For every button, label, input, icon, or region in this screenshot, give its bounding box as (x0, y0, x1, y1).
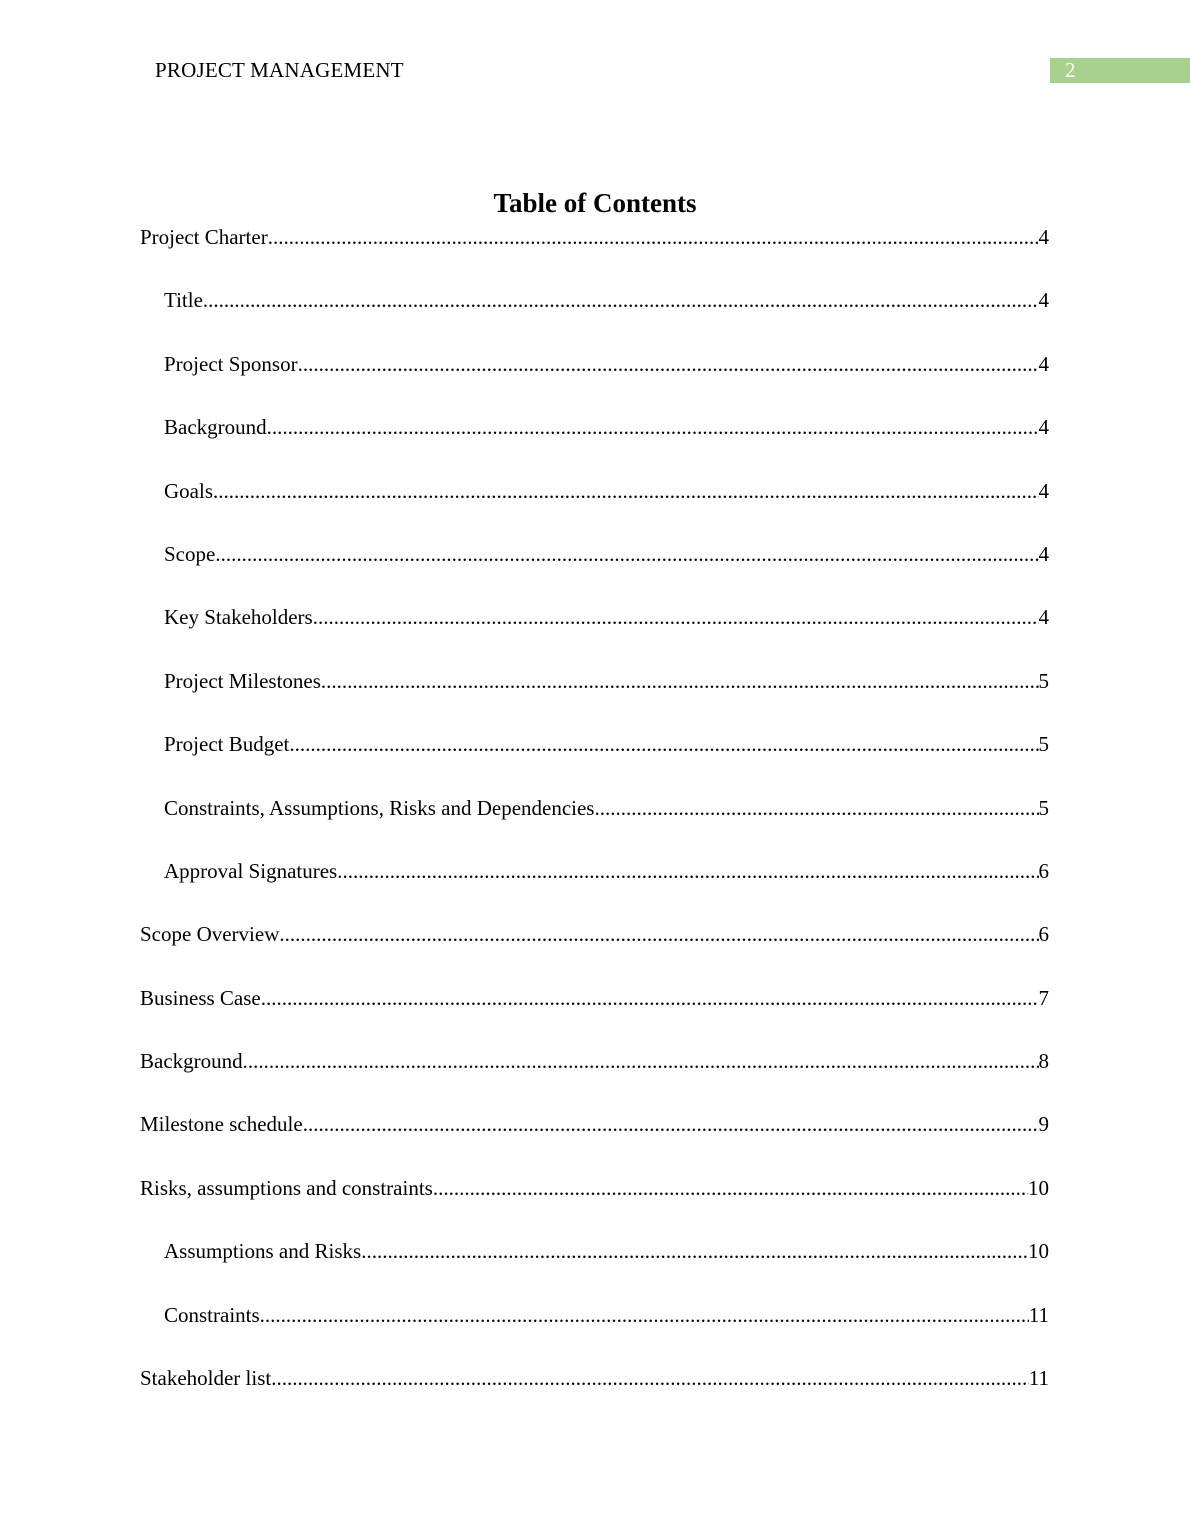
page-number: 2 (1065, 58, 1076, 82)
toc-entry-label: Assumptions and Risks (164, 1239, 362, 1264)
toc-entry-page: 8 (1038, 1049, 1049, 1074)
toc-entry-label: Background (140, 1049, 243, 1074)
toc-entry-title[interactable] (140, 283, 1049, 346)
toc-entry-label: Milestone schedule (140, 1112, 303, 1137)
toc-entry-project-milestones[interactable] (140, 664, 1049, 727)
toc-entry-label: Project Sponsor (164, 351, 298, 376)
toc-entry-page: 11 (1028, 1366, 1049, 1391)
toc-dot-leader (313, 600, 1039, 634)
toc-entry-project-charter[interactable] (140, 220, 1049, 283)
toc-entry-constraints[interactable] (140, 1298, 1049, 1361)
toc-dot-leader (289, 727, 1038, 761)
toc-entry-page: 5 (1038, 795, 1049, 820)
toc-dot-leader (260, 1298, 1029, 1332)
toc-entry-label: Business Case (140, 985, 261, 1010)
toc-entry-milestone-schedule[interactable] (140, 1107, 1049, 1170)
toc-entry-page: 5 (1038, 668, 1049, 693)
toc-entry-page: 10 (1028, 1175, 1049, 1200)
toc-entry-approval-signatures[interactable] (140, 854, 1049, 917)
toc-dot-leader (279, 917, 1038, 951)
toc-entry-page: 4 (1038, 605, 1049, 630)
toc-entry-risks-assumptions-constraints[interactable] (140, 1171, 1049, 1234)
toc-dot-leader (261, 981, 1039, 1015)
toc-entry-business-case[interactable] (140, 981, 1049, 1044)
toc-entry-page: 7 (1038, 985, 1049, 1010)
toc-entry-label: Goals (164, 478, 213, 503)
toc-entry-page: 6 (1038, 922, 1049, 947)
toc-dot-leader (243, 1044, 1039, 1078)
toc-dot-leader (337, 854, 1038, 888)
toc-entry-stakeholder-list[interactable] (140, 1361, 1049, 1424)
toc-entry-key-stakeholders[interactable] (140, 600, 1049, 663)
toc-entry-label: Constraints (164, 1302, 260, 1327)
toc-entry-page: 4 (1038, 351, 1049, 376)
running-head: PROJECT MANAGEMENT (155, 58, 404, 82)
toc-dot-leader (321, 664, 1039, 698)
toc-entry-page: 10 (1028, 1239, 1049, 1264)
toc-entry-page: 4 (1038, 225, 1049, 249)
toc-entry-page: 11 (1028, 1302, 1049, 1327)
toc-entry-scope-overview[interactable] (140, 917, 1049, 980)
toc-dot-leader (215, 537, 1038, 571)
toc-entry-page: 4 (1038, 415, 1049, 440)
toc-entry-label: Project Budget (164, 732, 290, 757)
toc-entry-page: 9 (1038, 1112, 1049, 1137)
toc-entry-page: 6 (1038, 858, 1049, 883)
toc-dot-leader (303, 1107, 1039, 1141)
toc-entry-label: Scope Overview (140, 922, 280, 947)
toc-entry-label: Scope (164, 541, 216, 566)
toc-entry-constraints-assumptions[interactable] (140, 791, 1049, 854)
toc-entry-page: 4 (1038, 478, 1049, 503)
toc-dot-leader (594, 791, 1038, 825)
toc-entry-label: Project Charter (140, 225, 268, 249)
toc-dot-leader (203, 283, 1039, 317)
toc-dot-leader (433, 1171, 1028, 1205)
table-of-contents (140, 220, 1049, 1424)
toc-dot-leader (271, 1361, 1029, 1395)
toc-entry-label: Approval Signatures (164, 858, 338, 883)
toc-entry-label: Stakeholder list (140, 1366, 272, 1391)
toc-entry-page: 4 (1038, 541, 1049, 566)
toc-dot-leader (361, 1234, 1028, 1268)
toc-title: Table of Contents (493, 188, 697, 218)
toc-entry-label: Background (164, 415, 267, 440)
toc-entry-project-sponsor[interactable] (140, 347, 1049, 410)
toc-dot-leader (267, 410, 1039, 444)
toc-entry-page: 4 (1038, 288, 1049, 313)
toc-entry-label: Title (164, 288, 203, 313)
toc-entry-scope[interactable] (140, 537, 1049, 600)
toc-entry-page: 5 (1038, 732, 1049, 757)
toc-dot-leader (213, 474, 1039, 508)
toc-entry-label: Key Stakeholders (164, 605, 313, 630)
toc-entry-label: Risks, assumptions and constraints (140, 1175, 433, 1200)
page-number-badge (1050, 58, 1190, 83)
toc-dot-leader (298, 347, 1039, 381)
toc-entry-background[interactable] (140, 1044, 1049, 1107)
toc-entry-label: Project Milestones (164, 668, 321, 693)
toc-entry-project-budget[interactable] (140, 727, 1049, 790)
toc-dot-leader (268, 220, 1039, 254)
toc-entry-goals[interactable] (140, 474, 1049, 537)
toc-entry-label: Constraints, Assumptions, Risks and Dependencies (164, 795, 595, 820)
toc-entry-assumptions-and-risks[interactable] (140, 1234, 1049, 1297)
toc-entry-background-charter[interactable] (140, 410, 1049, 473)
